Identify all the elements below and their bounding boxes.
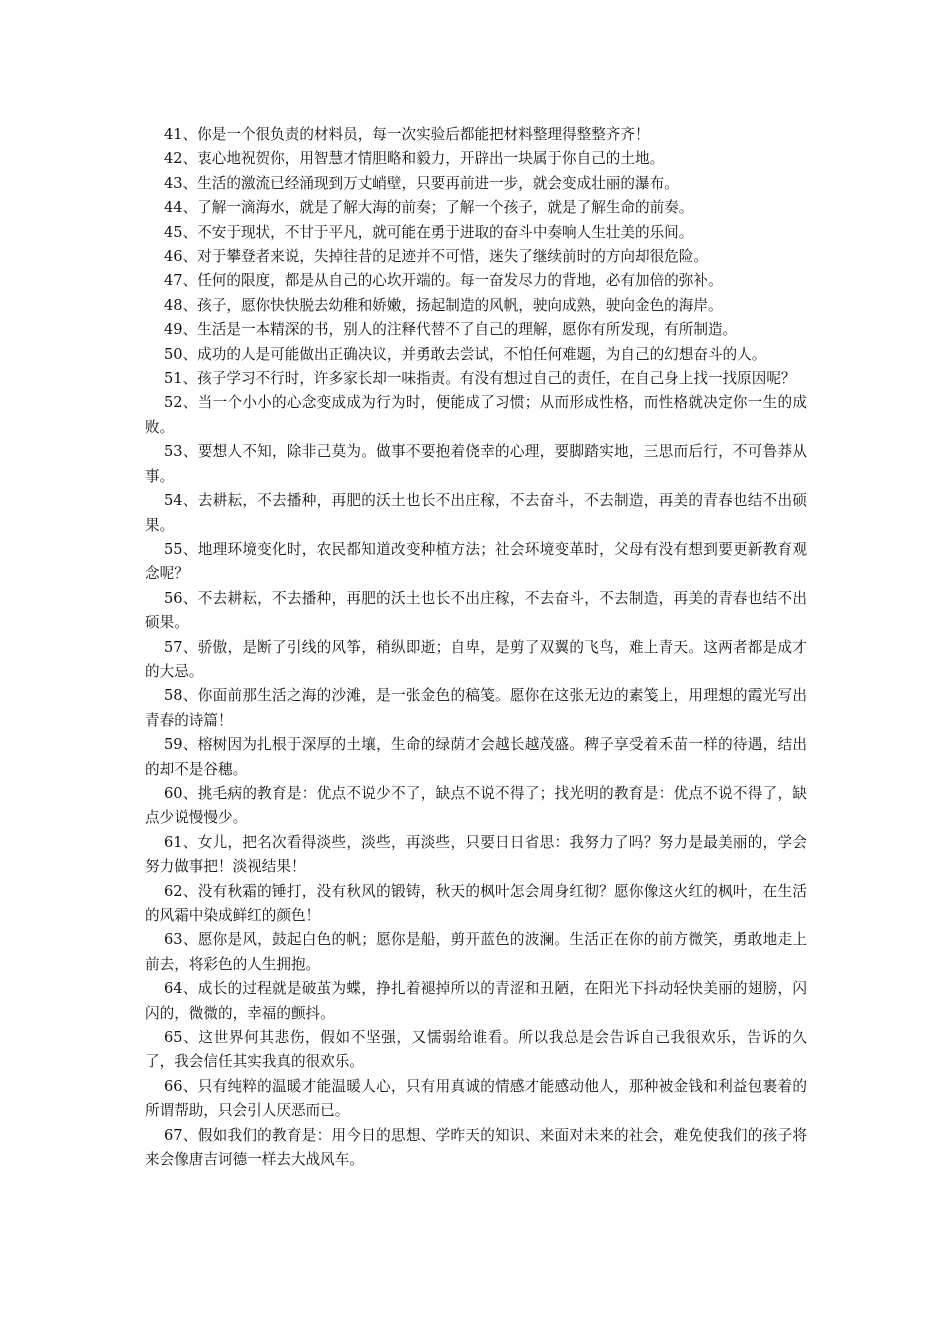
paragraph-50: 50、成功的人是可能做出正确决议，并勇敢去尝试，不怕任何难题，为自己的幻想奋斗的人。 [164,345,767,363]
paragraph-49: 49、生活是一本精深的书，别人的注释代替不了自己的理解，愿你有所发现，有所制造。 [164,321,738,339]
paragraph-46: 46、对于攀登者来说，失掉往昔的足迹并不可惜，迷失了继续前时的方向却很危险。 [164,248,708,266]
paragraph-55: 55、地理环境变化时，农民都知道改变种植方法；社会环境变革时，父母有没有想到要更新教育观念呢？ [145,540,807,583]
paragraph-66: 66、只有纯粹的温暖才能温暖人心，只有用真诚的情感才能感动他人，那种被金钱和利益包裹着的所谓帮助，只会引人厌恶而已。 [145,1077,807,1120]
paragraph-43: 43、生活的激流已经涌现到万丈峭壁，只要再前进一步，就会变成壮丽的瀑布。 [164,174,679,192]
paragraph-41: 41、你是一个很负责的材料员，每一次实验后都能把材料整理得整整齐齐！ [164,126,650,143]
paragraph-59: 59、榕树因为扎根于深厚的土壤，生命的绿荫才会越长越茂盛。稗子享受着禾苗一样的待遇，结出的却不是谷穗。 [145,736,807,778]
paragraph-64: 64、成长的过程就是破茧为蝶，挣扎着褪掉所以的青涩和丑陋，在阳光下抖动轻快美丽的翅膀，闪闪的，微微的，幸福的颤抖。 [145,980,807,1022]
paragraph-54: 54、去耕耘，不去播种，再肥的沃土也长不出庄稼，不去奋斗，不去制造，再美的青春也结不出硕果。 [145,492,807,534]
paragraph-44: 44、了解一滴海水，就是了解大海的前奏；了解一个孩子，就是了解生命的前奏。 [164,199,694,217]
paragraph-53: 53、要想人不知，除非己莫为。做事不要抱着侥幸的心理，要脚踏实地，三思而后行，不可鲁莽从事。 [145,443,807,485]
paragraph-42: 42、衷心地祝贺你，用智慧才情胆略和毅力，开辟出一块属于你自己的土地。 [164,150,665,168]
paragraph-52: 52、当一个小小的心念变成成为行为时，便能成了习惯；从而形成性格，而性格就决定你一生的成败。 [145,394,807,436]
paragraph-58: 58、你面前那生活之海的沙滩，是一张金色的稿笺。愿你在这张无边的素笺上，用理想的霞光写出青春的诗篇！ [145,687,807,729]
paragraph-56: 56、不去耕耘，不去播种，再肥的沃土也长不出庄稼，不去奋斗，不去制造，再美的青春也结不出硕果。 [145,589,807,632]
paragraph-57: 57、骄傲，是断了引线的风筝，稍纵即逝；自卑，是剪了双翼的飞鸟，难上青天。这两者都是成才的大忌。 [145,638,807,680]
paragraph-51: 51、孩子学习不行时，许多家长却一味指责。有没有想过自己的责任，在自己身上找一找原因呢？ [164,370,796,388]
paragraph-60: 60、挑毛病的教育是：优点不说少不了，缺点不说不得了；找光明的教育是：优点不说不得了，缺点少说慢慢少。 [145,784,807,827]
paragraph-67: 67、假如我们的教育是：用今日的思想、学昨天的知识、来面对未来的社会，难免使我们的孩子将来会像唐吉诃德一样去大战风车。 [145,1126,807,1169]
paragraph-47: 47、任何的限度，都是从自己的心坎开端的。每一奋发尽力的背地，必有加倍的弥补。 [164,272,723,290]
paragraph-62: 62、没有秋霜的锤打，没有秋风的锻铸，秋天的枫叶怎会周身红彻？愿你像这火红的枫叶，在生活的风霜中染成鲜红的颜色！ [145,882,807,924]
document-body [145,123,807,1172]
paragraph-65: 65、这世界何其悲伤，假如不坚强，又懦弱给谁看。所以我总是会告诉自己我很欢乐，告诉的久了，我会信任其实我真的很欢乐。 [145,1029,807,1071]
paragraph-48: 48、孩子，愿你快快脱去幼稚和娇嫩，扬起制造的风帆，驶向成熟，驶向金色的海岸。 [164,296,723,314]
paragraph-45: 45、不安于现状，不甘于平凡，就可能在勇于进取的奋斗中奏响人生壮美的乐间。 [164,223,694,241]
paragraph-61: 61、女儿，把名次看得淡些，淡些，再淡些，只要日日省思：我努力了吗？努力是最美丽的，学会努力做事把！淡视结果！ [145,833,807,876]
paragraph-63: 63、愿你是风，鼓起白色的帆；愿你是船，剪开蓝色的波澜。生活正在你的前方微笑，勇敢地走上前去，将彩色的人生拥抱。 [145,931,807,973]
